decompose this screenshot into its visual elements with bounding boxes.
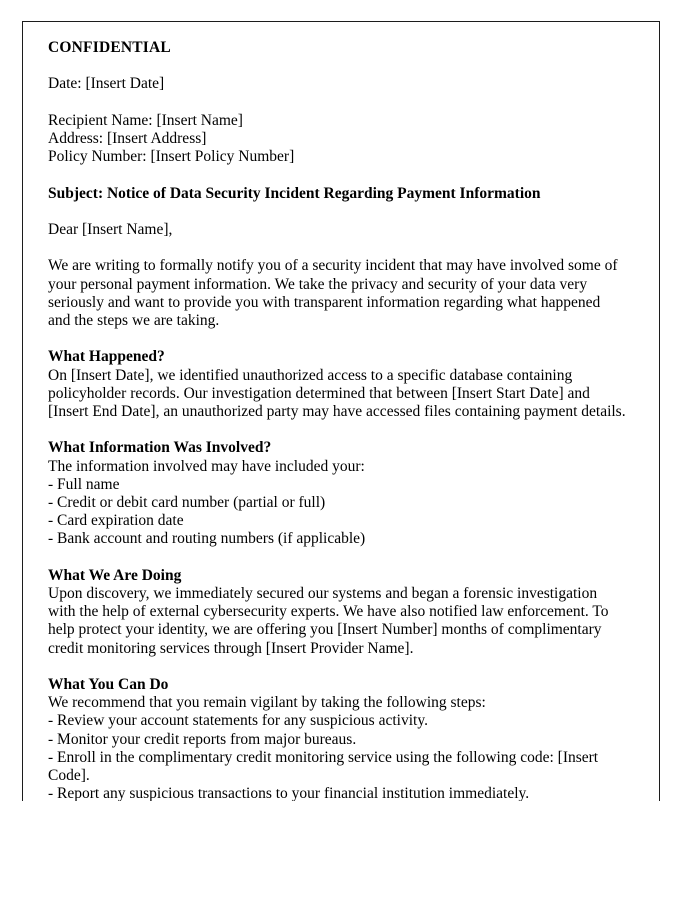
salutation-line: Dear [Insert Name], xyxy=(48,220,173,238)
spacer xyxy=(48,57,626,75)
recipient-address-line: Address: [Insert Address] xyxy=(48,129,207,147)
spacer xyxy=(48,94,626,112)
spacer xyxy=(48,239,626,257)
section-heading: What Information Was Involved? xyxy=(48,439,272,457)
list-item: - Card expiration date xyxy=(48,512,184,530)
spacer xyxy=(48,203,626,221)
spacer xyxy=(48,549,626,567)
date-line: Date: [Insert Date] xyxy=(48,75,165,93)
spacer xyxy=(48,658,626,676)
section-heading: What We Are Doing xyxy=(48,566,182,584)
recipient-block xyxy=(48,112,626,167)
document-body xyxy=(48,39,626,801)
section-what-information-was-involved xyxy=(48,439,626,548)
list-item: - Monitor your credit reports from major bureaus. xyxy=(48,730,357,748)
list-item: - Report any suspicious transactions to your financial institution immediately. xyxy=(48,785,530,801)
list-item: - Review your account statements for any suspicious activity. xyxy=(48,712,428,730)
section-what-we-are-doing xyxy=(48,567,626,658)
intro-paragraph: We are writing to formally notify you of a security incident that may have involved some of your personal payment information. We take the privacy and security of your data very seriously and want to provide you with transparent information regarding what happened and the steps we are taking. xyxy=(48,257,618,329)
document-page xyxy=(22,21,660,801)
section-body: Upon discovery, we immediately secured our systems and began a forensic investigation with the help of external cybersecurity experts. We have also notified law enforcement. To help protect your identity, we are offering you [Insert Number] months of complimentary credit monitoring services through [Insert Provider Name]. xyxy=(48,584,609,657)
spacer xyxy=(48,421,626,439)
recipient-name-line: Recipient Name: [Insert Name] xyxy=(48,111,243,129)
section-what-you-can-do xyxy=(48,676,626,801)
subject-line: Subject: Notice of Data Security Incident Regarding Payment Information xyxy=(48,184,541,202)
section-lead-in: The information involved may have included your: xyxy=(48,457,365,475)
section-lead-in: We recommend that you remain vigilant by taking the following steps: xyxy=(48,694,486,712)
list-item: - Credit or debit card number (partial or full) xyxy=(48,493,326,511)
section-what-happened xyxy=(48,348,626,421)
recipient-policy-number-line: Policy Number: [Insert Policy Number] xyxy=(48,148,295,166)
section-heading: What Happened? xyxy=(48,348,165,366)
section-heading: What You Can Do xyxy=(48,675,169,693)
spacer xyxy=(48,166,626,184)
list-item: - Full name xyxy=(48,475,120,493)
list-item: - Bank account and routing numbers (if applicable) xyxy=(48,530,366,548)
confidential-label: CONFIDENTIAL xyxy=(48,39,171,56)
spacer xyxy=(48,330,626,348)
list-item: - Enroll in the complimentary credit monitoring service using the following code: [Insert Code]. xyxy=(48,748,599,784)
section-body: On [Insert Date], we identified unauthorized access to a specific database containing policyholder records. Our investigation determined that between [Insert Start Date] and [Insert End Date], an unauthorized party may have accessed files containing payment details. xyxy=(48,366,626,420)
